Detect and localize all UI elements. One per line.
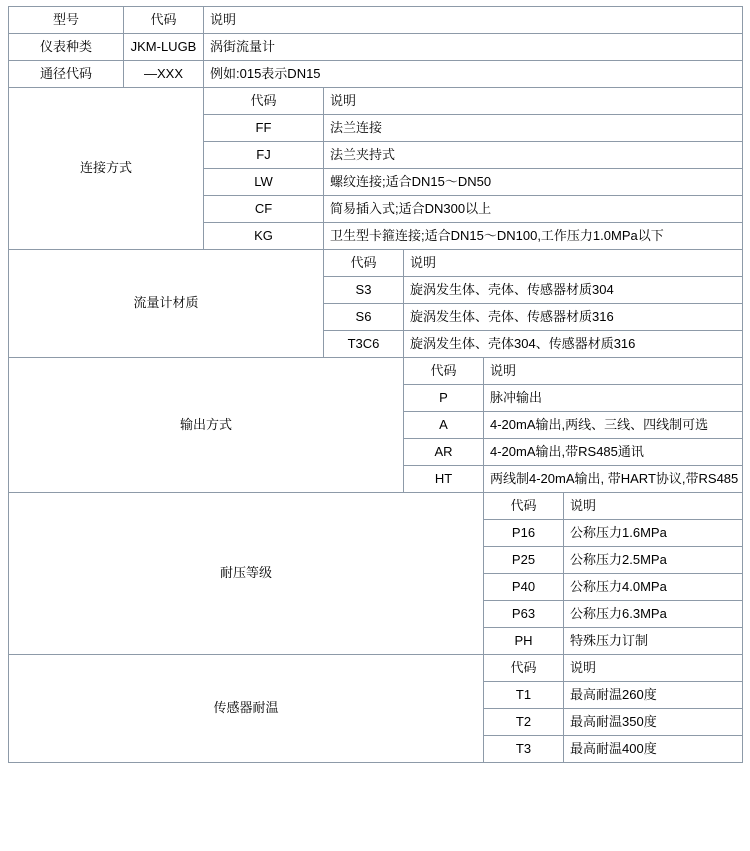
item-code: KG: [204, 223, 324, 250]
row-code: JKM-LUGB: [124, 34, 204, 61]
item-code: T2: [484, 709, 564, 736]
item-desc: 最高耐温400度: [564, 736, 743, 763]
item-desc: 最高耐温260度: [564, 682, 743, 709]
table-header-row: [9, 7, 743, 34]
item-desc: 法兰夹持式: [324, 142, 743, 169]
subheader-code: 代码: [484, 655, 564, 682]
item-code: S6: [324, 304, 404, 331]
item-code: FF: [204, 115, 324, 142]
item-code: FJ: [204, 142, 324, 169]
subheader-desc: 说明: [404, 250, 743, 277]
section-subheader-row: [9, 88, 743, 115]
item-desc: 最高耐温350度: [564, 709, 743, 736]
item-code: P25: [484, 547, 564, 574]
item-desc: 特殊压力订制: [564, 628, 743, 655]
item-code: AR: [404, 439, 484, 466]
subheader-code: 代码: [204, 88, 324, 115]
section-label: 输出方式: [9, 358, 404, 493]
section-label: 流量计材质: [9, 250, 324, 358]
item-desc: 简易插入式;适合DN300以上: [324, 196, 743, 223]
item-desc: 公称压力1.6MPa: [564, 520, 743, 547]
item-code: A: [404, 412, 484, 439]
section-subheader-row: [9, 655, 743, 682]
item-code: T1: [484, 682, 564, 709]
item-code: P40: [484, 574, 564, 601]
item-desc: 螺纹连接;适合DN15～DN50: [324, 169, 743, 196]
subheader-code: 代码: [404, 358, 484, 385]
header-code: 代码: [124, 7, 204, 34]
subheader-desc: 说明: [324, 88, 743, 115]
row-code: —XXX: [124, 61, 204, 88]
item-code: P16: [484, 520, 564, 547]
item-desc: 4-20mA输出,两线、三线、四线制可选: [484, 412, 743, 439]
item-code: T3C6: [324, 331, 404, 358]
item-code: CF: [204, 196, 324, 223]
item-code: P: [404, 385, 484, 412]
item-desc: 旋涡发生体、壳体、传感器材质304: [404, 277, 743, 304]
subheader-code: 代码: [484, 493, 564, 520]
section-label: 连接方式: [9, 88, 204, 250]
row-label: 通径代码: [9, 61, 124, 88]
subheader-desc: 说明: [564, 655, 743, 682]
section-subheader-row: [9, 493, 743, 520]
subheader-code: 代码: [324, 250, 404, 277]
item-desc: 公称压力4.0MPa: [564, 574, 743, 601]
table-row: [9, 61, 743, 88]
item-code: T3: [484, 736, 564, 763]
item-desc: 两线制4-20mA输出, 带HART协议,带RS485: [484, 466, 743, 493]
item-desc: 旋涡发生体、壳体、传感器材质316: [404, 304, 743, 331]
model-spec-table: [8, 6, 743, 763]
section-label: 传感器耐温: [9, 655, 484, 763]
header-desc: 说明: [204, 7, 743, 34]
item-code: HT: [404, 466, 484, 493]
subheader-desc: 说明: [484, 358, 743, 385]
row-desc: 例如:015表示DN15: [204, 61, 743, 88]
item-desc: 法兰连接: [324, 115, 743, 142]
section-subheader-row: [9, 358, 743, 385]
section-subheader-row: [9, 250, 743, 277]
item-code: S3: [324, 277, 404, 304]
item-desc: 卫生型卡箍连接;适合DN15～DN100,工作压力1.0MPa以下: [324, 223, 743, 250]
table-row: [9, 34, 743, 61]
item-desc: 公称压力2.5MPa: [564, 547, 743, 574]
item-desc: 脉冲输出: [484, 385, 743, 412]
item-desc: 旋涡发生体、壳体304、传感器材质316: [404, 331, 743, 358]
row-label: 仪表种类: [9, 34, 124, 61]
row-desc: 涡街流量计: [204, 34, 743, 61]
item-desc: 公称压力6.3MPa: [564, 601, 743, 628]
item-code: LW: [204, 169, 324, 196]
item-desc: 4-20mA输出,带RS485通讯: [484, 439, 743, 466]
header-model: 型号: [9, 7, 124, 34]
section-label: 耐压等级: [9, 493, 484, 655]
subheader-desc: 说明: [564, 493, 743, 520]
item-code: PH: [484, 628, 564, 655]
item-code: P63: [484, 601, 564, 628]
